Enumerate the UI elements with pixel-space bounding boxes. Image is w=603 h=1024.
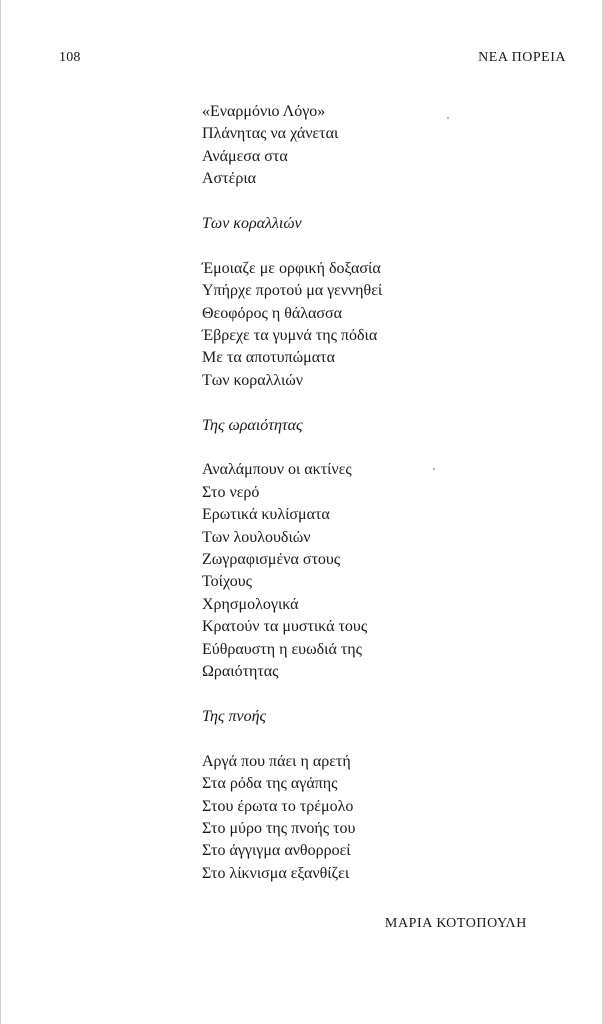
stanza-gap — [202, 437, 562, 459]
stanza-gap — [202, 235, 562, 257]
stanza-gap — [202, 684, 562, 706]
poem-line: Πλάνητας να χάνεται — [202, 125, 339, 143]
author-signature: ΜΑΡΙΑ ΚΟΤΟΠΟΥΛΗ — [384, 916, 527, 931]
poem-line: Κρατούν τα μυστικά τους — [202, 618, 368, 636]
poem-line: Ανάμεσα στα — [202, 147, 288, 165]
scan-speck — [433, 468, 435, 470]
section-subtitle: Των κοραλλιών — [202, 215, 302, 233]
stanza-corals — [202, 258, 562, 392]
poem-line: Θεοφόρος η θάλασσα — [202, 304, 343, 322]
poem-line: Των κοραλλιών — [202, 371, 304, 389]
stanza-breath — [202, 751, 562, 885]
poem-line: Στο λίκνισμα εξανθίζει — [202, 864, 350, 882]
running-title: ΝΕΑ ΠΟΡΕΙΑ — [478, 50, 566, 65]
stanza-gap — [202, 392, 562, 414]
stanza-opening — [202, 101, 562, 191]
poem-line: Στο άγγιγμα ανθορροεί — [202, 842, 351, 860]
poem-line: Αστέρια — [202, 170, 256, 188]
poem-line: Υπήρχε προτού μα γεννηθεί — [202, 282, 383, 300]
poem-line: Στο νερό — [202, 483, 260, 501]
poem-line: Αργά που πάει η αρετή — [202, 752, 351, 770]
poem-line: Στα ρόδα της αγάπης — [202, 775, 338, 793]
poem-line: Των λουλουδιών — [202, 528, 311, 546]
poem-line: Αναλάμπουν οι ακτίνες — [202, 461, 352, 479]
stanza-beauty — [202, 459, 562, 683]
poem-line: Έβρεχε τα γυμνά της πόδια — [202, 327, 378, 345]
poem-line: Ζωγραφισμένα στους — [202, 551, 341, 569]
poem-line: Εύθραυστη η ευωδιά της — [202, 640, 362, 658]
poem-line: Ερωτικά κυλίσματα — [202, 506, 330, 524]
poem-line: Με τα αποτυπώματα — [202, 349, 335, 367]
stanza-gap — [202, 728, 562, 750]
poem-line: Τοίχους — [202, 573, 252, 591]
section-subtitle: Της ωραιότητας — [202, 416, 303, 434]
poem-line: Στου έρωτα το τρέμολο — [202, 797, 354, 815]
poem — [202, 101, 562, 885]
poem-line: Ωραιότητας — [202, 663, 279, 681]
section-subtitle: Της πνοής — [202, 707, 266, 725]
page-number: 108 — [59, 50, 81, 65]
poem-line: Έμοιαζε με ορφική δοξασία — [202, 259, 381, 277]
scan-speck — [447, 117, 449, 119]
poem-line: «Εναρμόνιο Λόγο» — [202, 103, 326, 120]
poem-line: Χρησμολογικά — [202, 595, 299, 613]
stanza-gap — [202, 191, 562, 213]
poem-line: Στο μύρο της πνοής του — [202, 819, 356, 837]
